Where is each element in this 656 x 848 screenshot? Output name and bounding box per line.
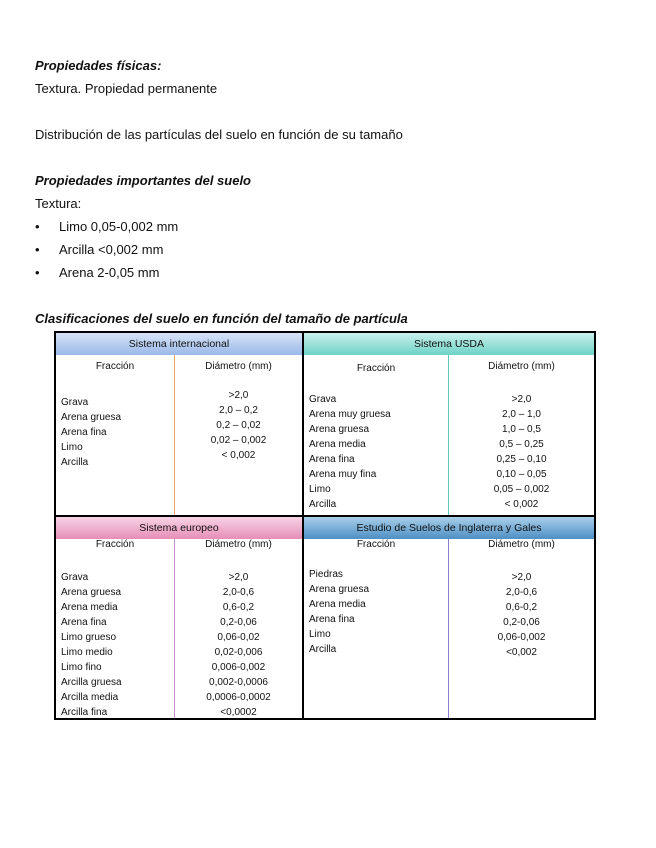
bullet-text: Arena 2-0,05 mm [59,265,160,280]
fraction-list [309,392,391,512]
bullet-icon: • [35,242,40,257]
table-cell: Limo [309,484,331,495]
table-cell: Arena fina [61,617,107,628]
table-cell: Arena fina [309,614,355,625]
col-header-fraction: Fracción [95,539,135,550]
soil-classification-table [54,331,596,720]
table-cell: Grava [61,397,89,408]
table-cell: 0,2-0,06 [220,617,257,628]
fraction-list [61,570,122,720]
table-title: Estudio de Suelos de Inglaterra y Gales [304,517,594,539]
table-cell: Arena gruesa [309,424,370,435]
table-cell: 2,0 – 1,0 [502,409,541,420]
table-cell: <0,0002 [220,707,257,718]
table-cell: 0,006-0,002 [211,662,266,673]
table-cell: 0,10 – 0,05 [496,469,547,480]
table-cell: >2,0 [228,390,249,401]
table-international [56,333,302,515]
table-european [56,517,302,718]
table-cell: Grava [61,572,89,583]
table-cell: Arena gruesa [61,412,122,423]
fraction-list [309,567,369,657]
table-usda [304,333,594,515]
table-cell: 2,0 – 0,2 [219,405,258,416]
table-cell: Arcilla [309,644,337,655]
table-title: Sistema internacional [56,333,302,355]
table-cell: Limo grueso [61,632,117,643]
table-title: Sistema USDA [304,333,594,355]
table-cell: Limo [309,629,331,640]
table-cell: Arena muy fina [309,469,377,480]
table-cell: 2,0-0,6 [505,587,538,598]
diameter-list [175,388,302,463]
table-cell: Arena fina [309,454,355,465]
table-cell: >2,0 [228,572,249,583]
table-england-wales [304,517,594,718]
diameter-list [449,392,594,512]
table-cell: Limo fino [61,662,102,673]
diameter-list [449,570,594,660]
table-cell: <0,002 [506,647,537,658]
table-cell: 0,5 – 0,25 [499,439,544,450]
table-cell: 2,0-0,6 [222,587,255,598]
table-cell: Limo [61,442,83,453]
bullet-icon: • [35,219,40,234]
table-cell: Arena media [61,602,118,613]
table-cell: 0,06-0,02 [217,632,260,643]
heading-physical-properties: Propiedades físicas: [35,58,162,73]
table-cell: Grava [309,394,337,405]
table-cell: Arena fina [61,427,107,438]
table-cell: >2,0 [511,572,532,583]
table-cell: Piedras [309,569,343,580]
table-cell: 0,02 – 0,002 [210,435,267,446]
col-header-diameter: Diámetro (mm) [205,361,272,372]
bullet-icon: • [35,265,40,280]
grid-horizontal-divider [56,515,594,517]
table-cell: < 0,002 [221,450,256,461]
table-cell: Arena media [309,439,366,450]
col-header-fraction: Fracción [95,361,135,372]
fraction-list [61,395,121,470]
table-cell: 0,6-0,2 [222,602,255,613]
table-cell: 0,06-0,002 [497,632,546,643]
bullet-text: Arcilla <0,002 mm [59,242,164,257]
table-cell: >2,0 [511,394,532,405]
table-cell: 0,2-0,06 [503,617,540,628]
table-cell: 0,25 – 0,10 [496,454,547,465]
table-cell: Arena gruesa [309,584,370,595]
grid-vertical-divider [302,333,304,718]
table-cell: Arena media [309,599,366,610]
table-title: Sistema europeo [56,517,302,539]
distribution-line: Distribución de las partículas del suelo en función de su tamaño [35,127,403,142]
table-cell: Arcilla fina [61,707,108,718]
col-header-fraction: Fracción [356,539,396,550]
table-cell: 0,2 – 0,02 [216,420,261,431]
heading-classifications: Clasificaciones del suelo en función del tamaño de partícula [35,311,408,326]
bullet-text: Limo 0,05-0,002 mm [59,219,179,234]
table-cell: 0,6-0,2 [505,602,538,613]
table-cell: 0,002-0,0006 [209,677,268,688]
table-cell: Arcilla [61,457,89,468]
table-cell: Arena gruesa [61,587,122,598]
table-cell: Arena muy gruesa [309,409,391,420]
table-cell: Arcilla media [61,692,119,703]
table-cell: Arcilla [309,499,337,510]
texture-line: Textura. Propiedad permanente [35,81,218,96]
table-cell: Limo medio [61,647,113,658]
diameter-list [175,570,302,720]
texture-label: Textura: [35,196,82,211]
table-cell: 0,0006-0,0002 [206,692,271,703]
table-cell: 0,02-0,006 [214,647,263,658]
table-cell: < 0,002 [504,499,539,510]
col-header-fraction: Fracción [356,363,396,374]
table-cell: 1,0 – 0,5 [502,424,541,435]
col-header-diameter: Diámetro (mm) [488,361,555,372]
col-header-diameter: Diámetro (mm) [205,539,272,550]
col-header-diameter: Diámetro (mm) [488,539,555,550]
table-cell: 0,05 – 0,002 [493,484,550,495]
table-cell: Arcilla gruesa [61,677,122,688]
heading-important-properties: Propiedades importantes del suelo [35,173,251,188]
